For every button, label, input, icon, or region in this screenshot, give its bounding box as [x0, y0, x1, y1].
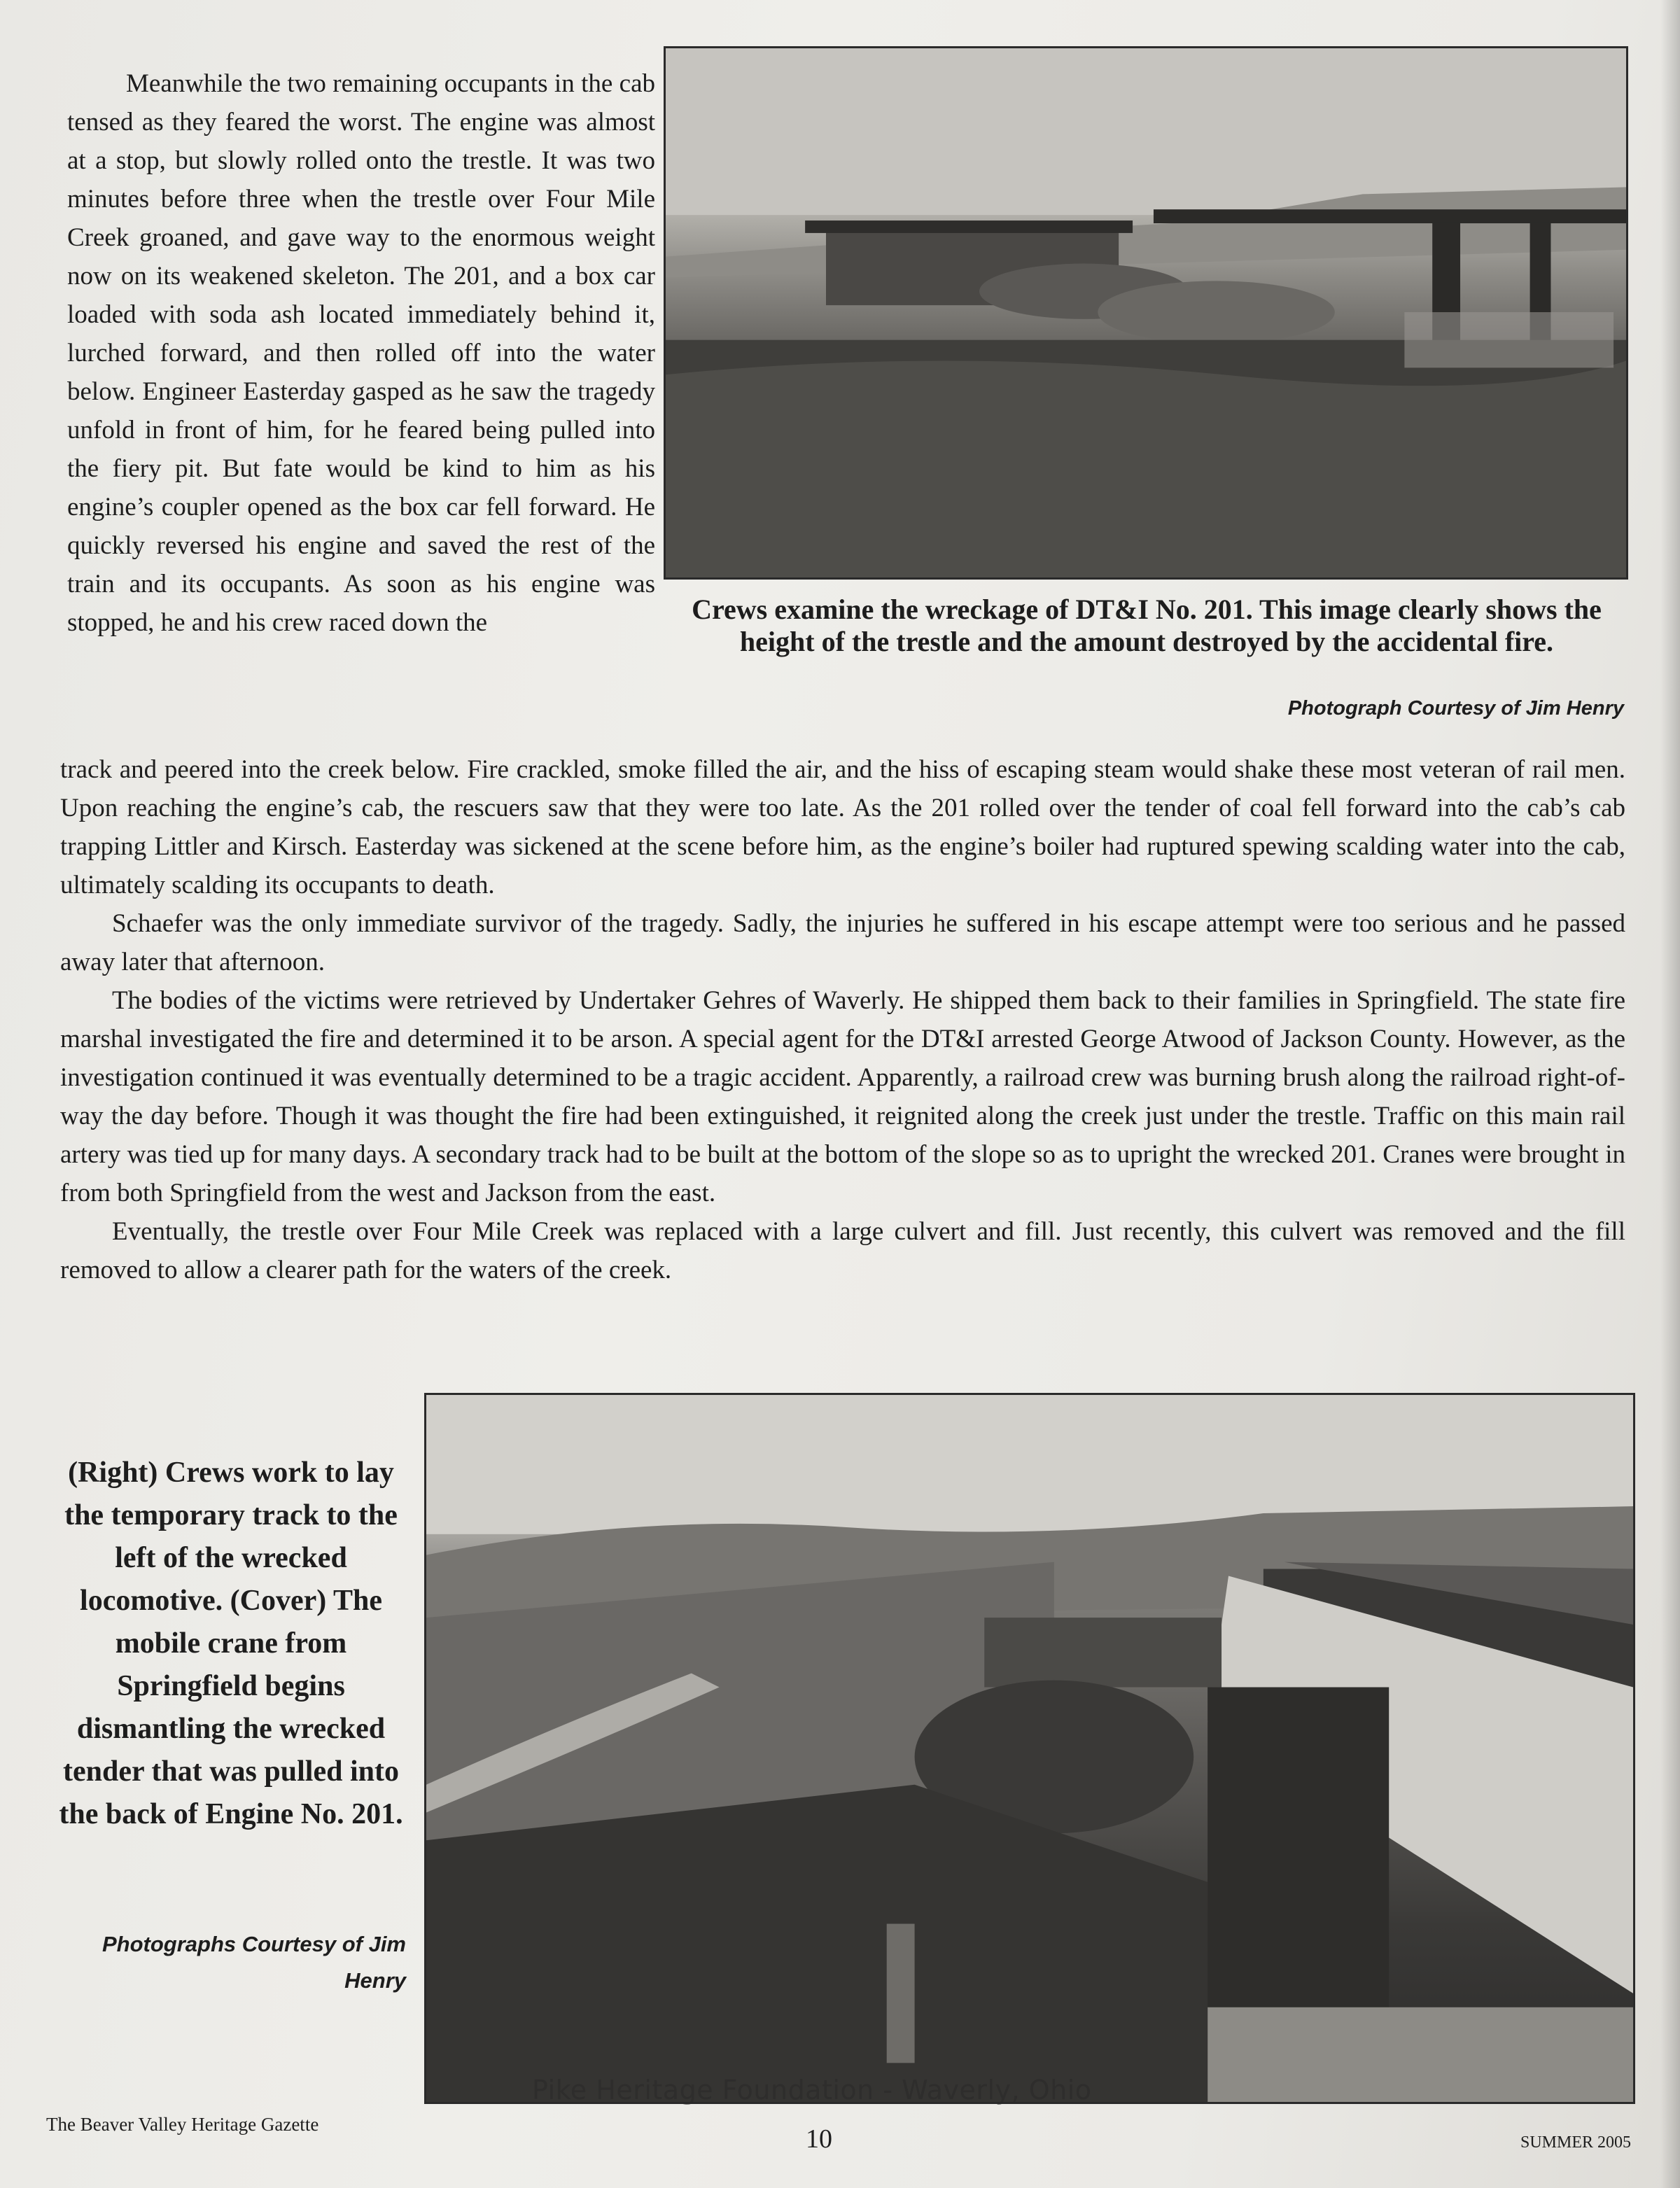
bottom-photo-caption: (Right) Crews work to lay the temporary track to the left of the wrecked locomotive. (Cover) The mobile crane from Springfield begins dismantling the wrecked tender that was pulled into the back of Engine No. 201. [59, 1457, 403, 1830]
article-paragraph-4: Eventually, the trestle over Four Mile Creek was replaced with a large culvert and fill. Just recently, this culvert was removed and the fill removed to allow a clearer path for the waters of the creek. [60, 1217, 1625, 1284]
watermark: Pike Heritage Foundation - Waverly, Ohio [532, 2075, 1092, 2105]
bottom-wreck-photo [424, 1393, 1635, 2104]
article-paragraph-3: The bodies of the victims were retrieved by Undertaker Gehres of Waverly. He shipped them back to their families in Springfield. The state fire marshal investigated the fire and determined it to be arson. A special agent for the DT&I arrested George Atwood of Jackson County. However, as the investigation continued it was eventually determined to be a tragic accident. Apparently, a railroad crew was burning brush along the railroad right-of-way the day before. Though it was thought the fire had been extinguished, it reignited along the creek just under the trestle. Traffic on this main rail artery was tied up for many days. A secondary track had to be built at the bottom of the slope so as to upright the wrecked 201. Cranes were brought in from both Springfield from the west and Jackson from the east. [60, 986, 1625, 1207]
article-paragraph-2: Schaefer was the only immediate survivor of the tragedy. Sadly, the injuries he suffered in his escape attempt were too serious and he passed away later that afternoon. [60, 909, 1625, 976]
article-paragraph-1-continued: track and peered into the creek below. Fire crackled, smoke filled the air, and the hiss of escaping steam would shake these most veteran of rail men. Upon reaching the engine’s cab, the rescuers saw that they were too late. As the 201 rolled over the tender of coal fell forward into the cab’s cab trapping Littler and Kirsch. Easterday was sickened at the scene before him, as the engine’s boiler had ruptured spewing scalding water into the cab, ultimately scalding its occupants to death. [60, 755, 1625, 899]
footer-page-number: 10 [806, 2124, 832, 2154]
footer-publication: The Beaver Valley Heritage Gazette [46, 2114, 319, 2135]
top-wreck-photo [664, 46, 1628, 580]
page-edge-shadow [1660, 0, 1680, 2188]
article-body [60, 750, 1625, 1289]
article-paragraph-1: Meanwhile the two remaining occupants in the cab tensed as they feared the worst. The engine was almost at a stop, but slowly rolled onto the trestle. It was two minutes before three when the trestle over Four Mile Creek groaned, and gave way to the enormous weight now on its weakened skeleton. The 201, and a box car loaded with soda ash located immediately behind it, lurched forward, and then rolled off into the water below. Engineer Easterday gasped as he saw the tragedy unfold in front of him, for he feared being pulled into the fiery pit. But fate would be kind to him as his engine’s coupler opened as the box car fell forward. He quickly reversed his engine and saved the rest of the train and its occupants. As soon as his engine was stopped, he and his crew raced down the [67, 69, 655, 637]
footer-issue: SUMMER 2005 [1520, 2133, 1631, 2152]
top-photo-caption: Crews examine the wreckage of DT&I No. 201. This image clearly shows the height of the trestle and the amount destroyed by the accidental fire. [692, 594, 1602, 657]
article-wrapped-column [67, 64, 655, 642]
top-photo-credit: Photograph Courtesy of Jim Henry [1287, 697, 1624, 720]
bottom-photo-credit: Photographs Courtesy of Jim Henry [102, 1932, 406, 1993]
